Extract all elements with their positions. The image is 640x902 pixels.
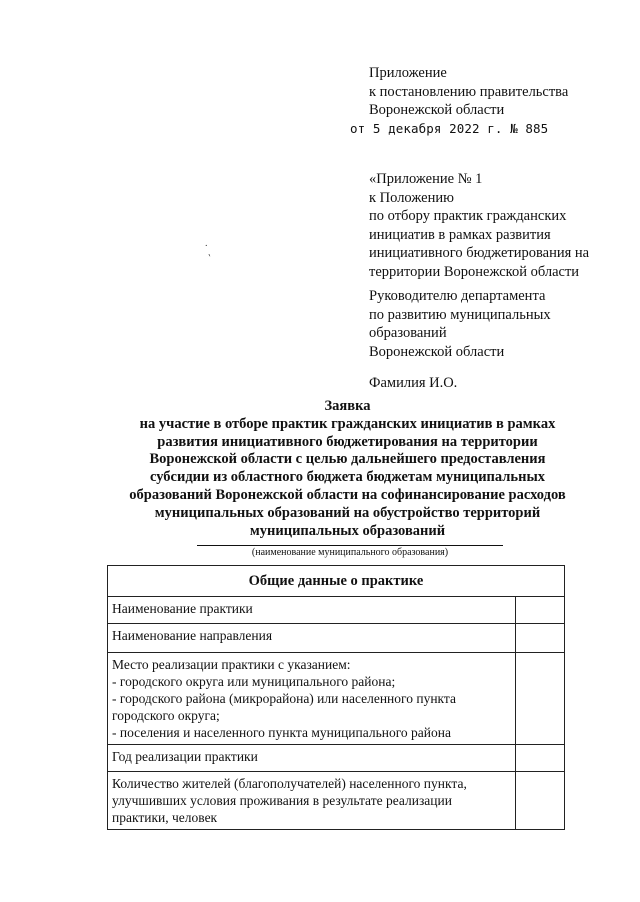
row-value-cell[interactable] bbox=[516, 772, 565, 830]
title-line: развития инициативного бюджетирования на территории bbox=[157, 433, 538, 450]
title-line: образований Воронежской области на софинансирование расходов bbox=[129, 486, 566, 503]
row-label bbox=[108, 745, 516, 772]
row-text: практики, человек bbox=[112, 810, 218, 825]
row-text: Год реализации практики bbox=[112, 749, 258, 764]
municipality-name-blank bbox=[197, 545, 503, 546]
table-row bbox=[108, 624, 565, 653]
row-value-cell[interactable] bbox=[516, 597, 565, 624]
title-line: муниципальных образований bbox=[249, 522, 446, 539]
row-label bbox=[108, 597, 516, 624]
recipient-line: Руководителю департамента bbox=[369, 288, 546, 304]
table-row bbox=[108, 653, 565, 745]
row-text: Место реализации практики с указанием: bbox=[112, 657, 351, 672]
annex-reference bbox=[369, 170, 634, 281]
annex-line: инициатив в рамках развития bbox=[369, 226, 551, 243]
row-text: Наименование практики bbox=[112, 601, 253, 616]
table-row bbox=[108, 745, 565, 772]
row-text: городского округа; bbox=[112, 708, 220, 723]
row-value-cell[interactable] bbox=[516, 653, 565, 745]
row-text: - городского района (микрорайона) или населенного пункта bbox=[112, 691, 456, 706]
row-label bbox=[108, 772, 516, 830]
row-label bbox=[108, 624, 516, 653]
recipient-line: Воронежской области bbox=[369, 343, 505, 360]
practice-data-table bbox=[107, 565, 565, 830]
row-label bbox=[108, 653, 516, 745]
signer-name: Фамилия И.О. bbox=[369, 375, 458, 391]
title-line: муниципальных образований на обустройство территорий bbox=[154, 504, 541, 521]
municipality-name-caption: (наименование муниципального образования) bbox=[251, 547, 449, 558]
title-line: субсидии из областного бюджета бюджетам муниципальных bbox=[149, 469, 546, 486]
annex-line: территории Воронежской области bbox=[369, 263, 580, 280]
header-line: к постановлению правительства bbox=[369, 83, 569, 100]
row-text: Наименование направления bbox=[112, 628, 273, 643]
row-value-cell[interactable] bbox=[516, 624, 565, 653]
recipient-line: образований bbox=[369, 325, 447, 341]
annex-line: по отбору практик гражданских bbox=[369, 208, 567, 224]
row-text: Количество жителей (благополучателей) населенного пункта, bbox=[112, 776, 467, 791]
decree-date-number: от 5 декабря 2022 г. № 885 bbox=[350, 121, 549, 136]
row-value-cell[interactable] bbox=[516, 745, 565, 772]
title-line: Воронежской области с целью дальнейшего предоставления bbox=[149, 451, 546, 468]
row-text: улучшивших условия проживания в результате реализации bbox=[112, 793, 452, 808]
recipient-block bbox=[369, 287, 629, 361]
header-line: Воронежской области bbox=[369, 102, 505, 118]
annex-line: «Приложение № 1 bbox=[369, 171, 483, 187]
annex-line: инициативного бюджетирования на bbox=[369, 245, 590, 261]
annex-line: к Положению bbox=[369, 189, 454, 206]
title-line: на участие в отборе практик гражданских инициатив в рамках bbox=[139, 415, 556, 432]
row-text: - поселения и населенного пункта муниципального района bbox=[112, 725, 451, 740]
table-row bbox=[108, 772, 565, 830]
resolution-header bbox=[369, 64, 629, 120]
title-line: Заявка bbox=[324, 398, 371, 414]
recipient-line: по развитию муниципальных bbox=[369, 306, 551, 323]
application-title bbox=[110, 398, 585, 540]
header-line: Приложение bbox=[369, 65, 447, 81]
table-row bbox=[108, 597, 565, 624]
table-heading: Общие данные о практике bbox=[108, 566, 565, 597]
row-text: - городского округа или муниципального района; bbox=[112, 674, 396, 689]
scan-artifact: ˙ ˎ bbox=[201, 242, 215, 258]
